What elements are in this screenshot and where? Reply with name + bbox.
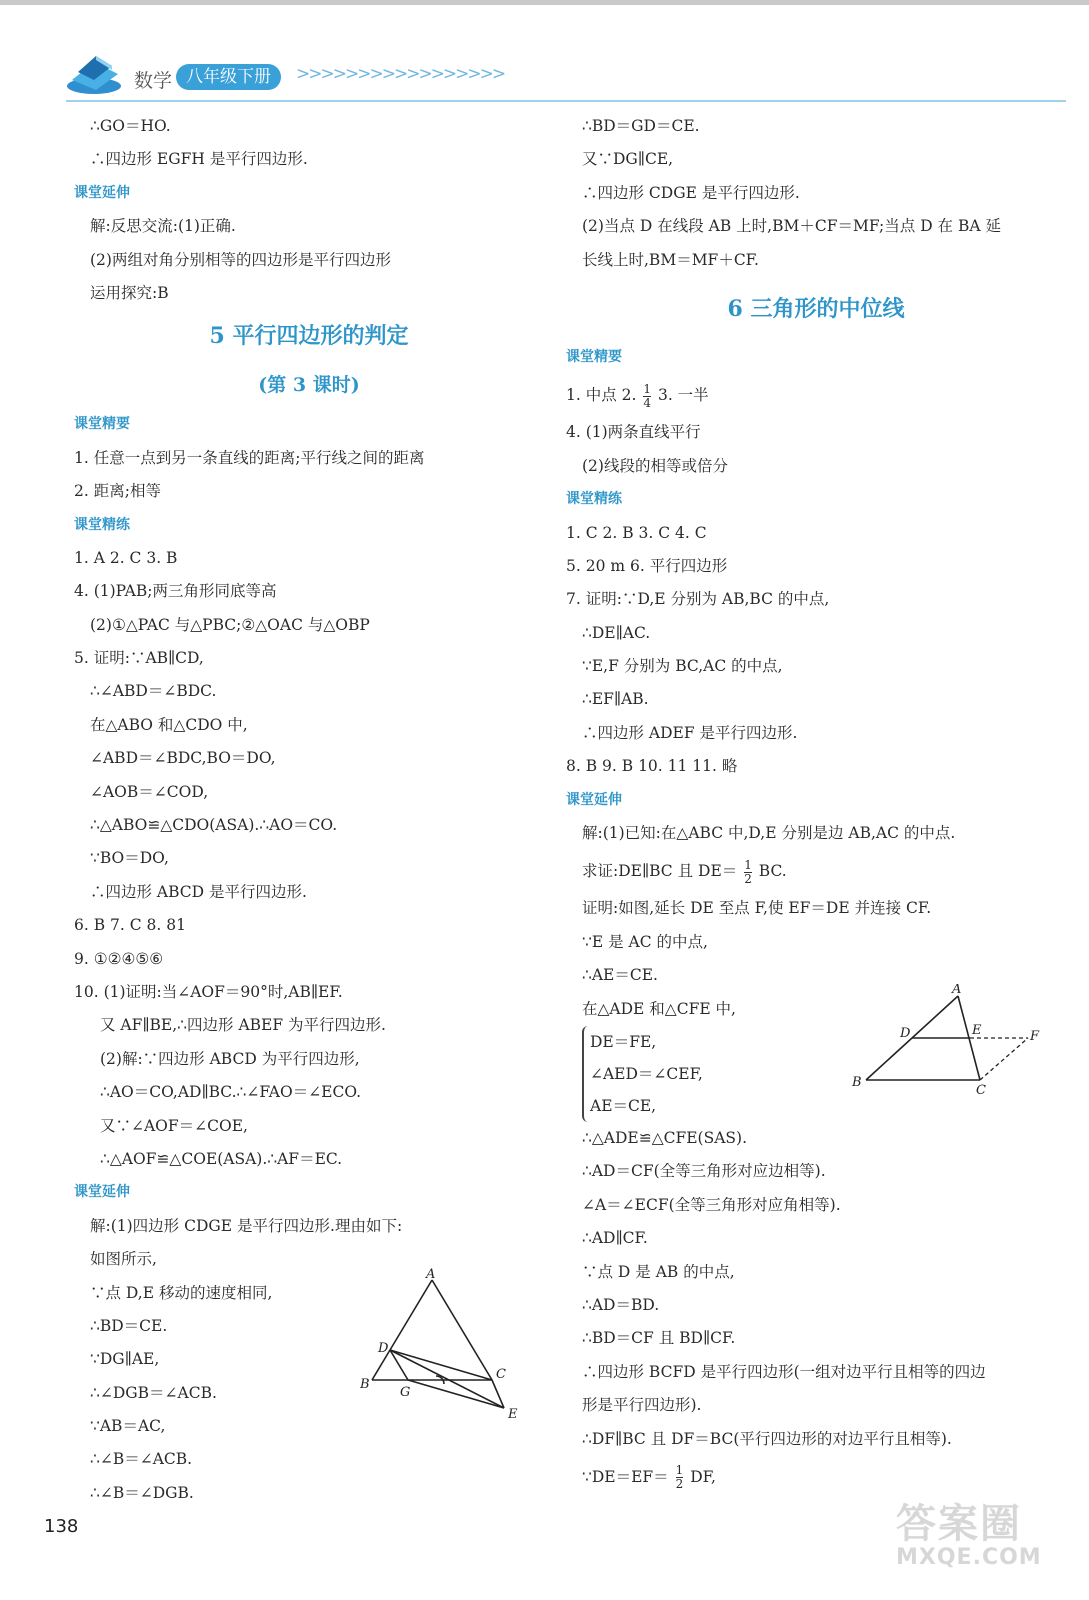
fig-label: B [852, 1075, 862, 1090]
section-label: 课堂延伸 [566, 791, 622, 808]
text-line: 如图所示, [90, 1250, 157, 1269]
text-line: (2)解:∵四边形 ABCD 为平行四边形, [100, 1049, 360, 1068]
fig-label: F [1030, 1029, 1040, 1044]
fig-label: A [952, 984, 962, 997]
text-line: ∵BO＝DO, [90, 849, 169, 868]
fig-label: B [360, 1377, 370, 1392]
page-number: 138 [44, 1516, 79, 1537]
text-line: 1. A 2. C 3. B [74, 548, 178, 567]
text-line: 运用探究:B [90, 283, 169, 302]
text-line: ∴∠B＝∠ACB. [90, 1450, 193, 1469]
text-line: 又∵∠AOF＝∠COE, [100, 1116, 248, 1135]
text-line: ∵点 D 是 AB 的中点, [582, 1262, 735, 1281]
section-label: 课堂精要 [74, 416, 130, 433]
text-line: ∴AE＝CE. [582, 966, 658, 985]
fraction-line [566, 374, 1066, 416]
fig-label: D [378, 1341, 389, 1356]
text-line: ∴AO＝CO,AD∥BC.∴∠FAO＝∠ECO. [100, 1083, 362, 1102]
grade-badge: 八年级下册 [176, 64, 281, 90]
page-header [64, 50, 1064, 100]
text-span: 求证:DE∥BC 且 DE＝ [582, 862, 738, 881]
text-line: ∠AOB＝∠COD, [90, 782, 209, 801]
fig-label: G [400, 1385, 411, 1400]
watermark-text: 答案圈 [896, 1501, 1022, 1547]
text-line: ∠AED＝∠CEF, [590, 1064, 703, 1083]
text-line: 长线上时,BM＝MF＋CF. [582, 250, 759, 269]
text-line: ∵E 是 AC 的中点, [582, 932, 708, 951]
text-line: 2. 距离;相等 [74, 482, 161, 501]
text-line: (2)线段的相等或倍分 [582, 456, 728, 475]
text-span: ∵DE＝EF＝ [582, 1467, 669, 1486]
text-line: 1. C 2. B 3. C 4. C [566, 523, 707, 542]
subject-label: 数学 [134, 70, 173, 92]
fig-label: A [426, 1268, 436, 1282]
text-line: (2)两组对角分别相等的四边形是平行四边形 [90, 250, 391, 269]
fraction-denominator: 4 [643, 395, 652, 410]
fig-label: D [900, 1026, 911, 1041]
header-divider [66, 100, 1066, 102]
text-line: 形是平行四边形). [582, 1396, 702, 1415]
section-label: 课堂延伸 [74, 184, 130, 201]
fig-label: C [496, 1367, 506, 1382]
text-line: ∠ABD＝∠BDC,BO＝DO, [90, 749, 276, 768]
watermark-url: MXQE.COM [896, 1545, 1042, 1570]
text-line: 8. B 9. B 10. 11 11. 略 [566, 757, 738, 776]
watermark [896, 1492, 1042, 1570]
text-line: ∴BD＝CF 且 BD∥CF. [582, 1329, 736, 1348]
text-span: BC. [758, 862, 787, 881]
text-line: ∴EF∥AB. [582, 690, 649, 709]
text-line: ∴四边形 BCFD 是平行四边形(一组对边平行且相等的四边 [582, 1362, 986, 1381]
text-line: 解:(1)已知:在△ABC 中,D,E 分别是边 AB,AC 的中点. [582, 824, 956, 843]
section-label: 课堂精要 [566, 348, 622, 365]
fraction-denominator: 2 [675, 1477, 684, 1492]
text-line: 5. 证明:∵AB∥CD, [74, 649, 204, 668]
fig-label: E [972, 1023, 982, 1038]
text-span: 1. 中点 2. [566, 386, 637, 405]
text-line: ∴△ABO≌△CDO(ASA).∴AO＝CO. [90, 816, 338, 835]
brace-block [582, 1026, 703, 1122]
fraction-numerator: 1 [675, 1463, 684, 1478]
chevron-decoration: >>>>>>>>>>>>>>>>> [296, 64, 505, 84]
text-line: (2)①△PAC 与△PBC;②△OAC 与△OBP [90, 615, 370, 634]
text-line: ∠A＝∠ECF(全等三角形对应角相等). [582, 1195, 841, 1214]
text-line: 1. 任意一点到另一条直线的距离;平行线之间的距离 [74, 448, 425, 467]
text-span: DF, [690, 1467, 716, 1486]
text-line: ∴DE∥AC. [582, 623, 651, 642]
text-line: 4. (1)PAB;两三角形同底等高 [74, 582, 277, 601]
text-line: 6. B 7. C 8. 81 [74, 916, 186, 935]
text-line: 在△ABO 和△CDO 中, [90, 715, 248, 734]
text-line: 7. 证明:∵D,E 分别为 AB,BC 的中点, [566, 590, 830, 609]
text-span: 3. 一半 [657, 386, 709, 405]
text-line: ∵DG∥AE, [90, 1350, 160, 1369]
text-line: ∴DF∥BC 且 DF＝BC(平行四边形的对边平行且相等). [582, 1429, 952, 1448]
text-line: ∴四边形 EGFH 是平行四边形. [90, 150, 308, 169]
text-line: ∴四边形 ADEF 是平行四边形. [582, 723, 798, 742]
text-line: 10. (1)证明:当∠AOF＝90°时,AB∥EF. [74, 982, 343, 1001]
text-line: ∴BD＝GD＝CE. [582, 117, 700, 135]
text-line: 在△ADE 和△CFE 中, [582, 999, 736, 1018]
triangle-figure-right [846, 984, 1046, 1094]
section-label: 课堂精练 [566, 491, 622, 508]
text-line: 解:反思交流:(1)正确. [90, 217, 236, 236]
text-line: 4. (1)两条直线平行 [566, 423, 701, 442]
fraction-numerator: 1 [744, 857, 752, 872]
text-line: ∵点 D,E 移动的速度相同, [90, 1283, 273, 1302]
text-line: ∵E,F 分别为 BC,AC 的中点, [582, 657, 783, 676]
text-line: 解:(1)四边形 CDGE 是平行四边形.理由如下: [90, 1216, 403, 1235]
fig-label: E [508, 1407, 518, 1422]
section-title: 5 平行四边形的判定 [209, 323, 409, 350]
text-line: ∴AD∥CF. [582, 1229, 648, 1248]
section-label: 课堂精练 [74, 516, 130, 533]
text-line: ∴GO＝HO. [90, 117, 171, 135]
text-line: ∴AD＝BD. [582, 1295, 660, 1314]
text-line: ∴AD＝CF(全等三角形对应边相等). [582, 1162, 826, 1181]
fraction-denominator: 2 [744, 871, 752, 886]
text-line: ∴∠DGB＝∠ACB. [90, 1383, 217, 1402]
fraction-line [566, 850, 1066, 892]
triangle-figure-left [360, 1268, 530, 1428]
text-line: 5. 20 m 6. 平行四边形 [566, 556, 728, 575]
fig-label: C [976, 1083, 986, 1094]
text-line: ∴△AOF≌△COE(ASA).∴AF＝EC. [100, 1149, 343, 1168]
text-line: ∴∠B＝∠DGB. [90, 1483, 194, 1502]
right-column [566, 110, 1066, 1498]
text-line: ∴△ADE≌△CFE(SAS). [582, 1128, 748, 1147]
text-line: 证明:如图,延长 DE 至点 F,使 EF＝DE 并连接 CF. [582, 899, 932, 918]
text-line: 又 AF∥BE,∴四边形 ABEF 为平行四边形. [100, 1016, 386, 1035]
book-logo-icon [64, 50, 124, 96]
text-line: 9. ①②④⑤⑥ [74, 949, 164, 968]
text-line: AE＝CE, [590, 1096, 657, 1115]
fraction [744, 859, 752, 886]
text-line: (2)当点 D 在线段 AB 上时,BM＋CF＝MF;当点 D 在 BA 延 [582, 217, 1001, 236]
text-line: ∴∠ABD＝∠BDC. [90, 682, 217, 701]
text-line: ∴BD＝CE. [90, 1316, 168, 1335]
top-border [0, 0, 1089, 5]
fraction [676, 1464, 684, 1491]
section-subtitle: (第 3 课时) [258, 374, 360, 397]
fraction [643, 383, 651, 410]
text-line: 又∵DG∥CE, [582, 150, 674, 169]
section-label: 课堂延伸 [74, 1184, 130, 1201]
text-line: DE＝FE, [590, 1032, 657, 1051]
text-line: ∴四边形 CDGE 是平行四边形. [582, 183, 800, 202]
text-line: ∴四边形 ABCD 是平行四边形. [90, 882, 307, 901]
text-line: ∵AB＝AC, [90, 1417, 166, 1436]
section-title: 6 三角形的中位线 [727, 295, 905, 322]
fraction-numerator: 1 [643, 381, 652, 396]
